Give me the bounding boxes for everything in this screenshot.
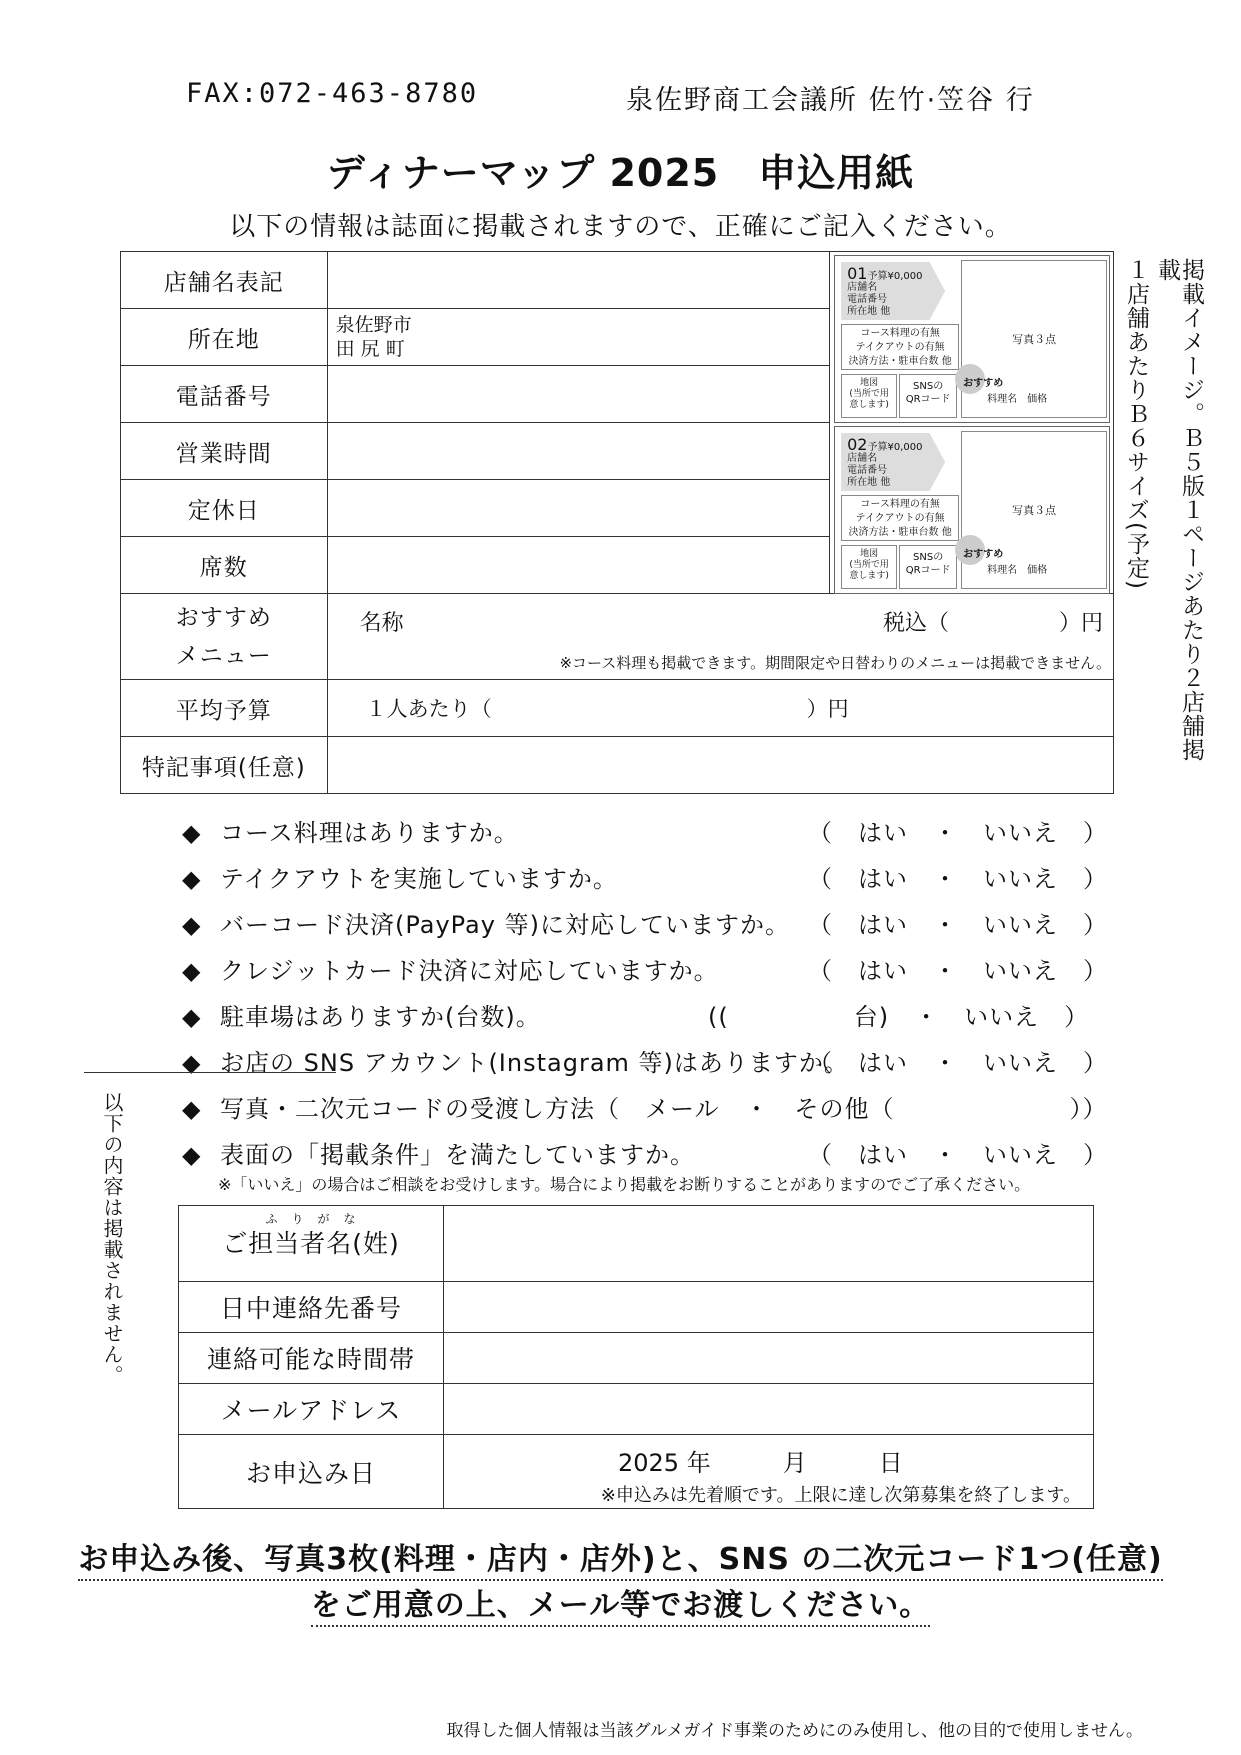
privacy-footer: 取得した個人情報は当該グルメガイド事業のためにのみ使用し、他の目的で使用しません。 (446, 1721, 1143, 1741)
daytime-phone-field[interactable] (444, 1282, 1094, 1333)
store-name-field[interactable] (327, 252, 830, 309)
bottom-instruction-2: をご用意の上、メール等でお渡しください。 (0, 1580, 1241, 1624)
divider (84, 1072, 336, 1073)
preview-map-box: 地図 (当所で用 意します) (841, 374, 897, 418)
preview-card-1 (834, 255, 1110, 423)
address-field[interactable] (327, 309, 830, 366)
preview-qr-box: SNSの QRコード (899, 545, 957, 589)
email-label: メールアドレス (179, 1384, 444, 1435)
apply-note: ※申込みは先着順です。上限に達し次第募集を終了します。 (600, 1485, 1081, 1506)
preview-number: 01予算¥0,000 (847, 264, 923, 283)
contact-name-label: ふ り が な ご担当者名(姓) (179, 1206, 444, 1282)
preview-photo-box: 写真３点 (961, 431, 1107, 589)
preview-osusume: おすすめ (963, 549, 1004, 560)
available-time-field[interactable] (444, 1333, 1094, 1384)
question-sns: ◆ お店の SNS アカウント(Instagram 等)はありますか。 (182, 1049, 849, 1077)
questions-note: ※「いいえ」の場合はご相談をお受けします。場合により掲載をお断りすることがありますのでご了承ください。 (218, 1175, 1031, 1194)
diamond-icon: ◆ (182, 1003, 202, 1031)
menu-note: ※コース料理も掲載できます。期間限定や日替わりのメニューは掲載できません。 (559, 654, 1111, 672)
diamond-icon: ◆ (182, 1049, 202, 1077)
store-name-label: 店舗名表記 (121, 252, 328, 309)
answer-parking[interactable]: (( 台) ・ いいえ ） (708, 1003, 1090, 1031)
menu-name-label: 名称 (359, 611, 404, 636)
preview-dish: 料理名 価格 (987, 394, 1048, 405)
preview-osusume: おすすめ (963, 378, 1004, 389)
preview-options-box: コース料理の有無 テイクアウトの有無 決済方法・駐車台数 他 (841, 495, 959, 541)
question-delivery-method: ◆ 写真・二次元コードの受渡し方法（ メール ・ その他（ ）） (182, 1095, 1108, 1123)
contact-table (178, 1205, 1094, 1509)
diamond-icon: ◆ (182, 819, 202, 847)
holiday-field[interactable] (327, 480, 830, 537)
hours-label: 営業時間 (121, 423, 328, 480)
page-subtitle: 以下の情報は誌面に掲載されますので、正確にご記入ください。 (229, 212, 1012, 242)
remarks-label: 特記事項(任意) (121, 737, 328, 794)
question-barcode-payment: ◆ バーコード決済(PayPay 等)に対応していますか。 (182, 911, 790, 939)
side-note-right-2: １店舗あたりＢ６サイズ(予定) (1123, 258, 1149, 590)
budget-label: 平均予算 (121, 680, 328, 737)
preview-card-2 (834, 426, 1110, 594)
preview-number: 02予算¥0,000 (847, 435, 923, 454)
preview-info: 店舗名 電話番号 所在地 他 (847, 453, 891, 488)
menu-label: おすすめ メニュー (121, 594, 328, 680)
phone-field[interactable] (327, 366, 830, 423)
preview-qr-box: SNSの QRコード (899, 374, 957, 418)
menu-field[interactable] (327, 594, 1113, 680)
contact-name-field[interactable] (444, 1206, 1094, 1282)
answer-barcode-payment[interactable]: （ はい ・ いいえ ） (808, 911, 1108, 939)
preview-cell (830, 252, 1114, 594)
apply-date-value: 2025 年 月 日 (618, 1449, 903, 1477)
answer-credit-card[interactable]: （ はい ・ いいえ ） (808, 957, 1108, 985)
side-note-left: 以下の内容は掲載されません。 (100, 1092, 124, 1386)
preview-map-box: 地図 (当所で用 意します) (841, 545, 897, 589)
answer-conditions[interactable]: （ はい ・ いいえ ） (808, 1141, 1108, 1169)
address-city: 泉佐野市 (335, 314, 412, 336)
side-note-right-1: 掲載イメージ。Ｂ５版１ページあたり２店舗掲載 (1154, 258, 1204, 762)
phone-label: 電話番号 (121, 366, 328, 423)
apply-date-label: お申込み日 (179, 1435, 444, 1509)
preview-dish: 料理名 価格 (987, 565, 1048, 576)
menu-price-label: 税込（ ）円 (882, 611, 1103, 636)
question-takeout: ◆ テイクアウトを実施していますか。 (182, 865, 618, 893)
diamond-icon: ◆ (182, 865, 202, 893)
diamond-icon: ◆ (182, 911, 202, 939)
bottom-instruction-1: お申込み後、写真3枚(料理・店内・店外)と、SNS の二次元コード1つ(任意) (0, 1534, 1241, 1578)
budget-value: １人あたり（ ）円 (365, 697, 849, 721)
question-credit-card: ◆ クレジットカード決済に対応していますか。 (182, 957, 719, 985)
page-title: ディナーマップ 2025 申込用紙 (326, 151, 915, 195)
contact-name-ruby: ふ り が な (265, 1212, 357, 1226)
available-time-label: 連絡可能な時間帯 (179, 1333, 444, 1384)
remarks-field[interactable] (327, 737, 1113, 794)
daytime-phone-label: 日中連絡先番号 (179, 1282, 444, 1333)
answer-course[interactable]: （ はい ・ いいえ ） (808, 819, 1108, 847)
hours-field[interactable] (327, 423, 830, 480)
question-conditions: ◆ 表面の「掲載条件」を満たしていますか。 (182, 1141, 695, 1169)
question-course: ◆ コース料理はありますか。 (182, 819, 519, 847)
preview-photo-box: 写真３点 (961, 260, 1107, 418)
budget-field[interactable] (327, 680, 1113, 737)
email-field[interactable] (444, 1384, 1094, 1435)
apply-date-field[interactable] (444, 1435, 1094, 1509)
diamond-icon: ◆ (182, 1141, 202, 1169)
preview-info: 店舗名 電話番号 所在地 他 (847, 282, 891, 317)
diamond-icon: ◆ (182, 957, 202, 985)
preview-options-box: コース料理の有無 テイクアウトの有無 決済方法・駐車台数 他 (841, 324, 959, 370)
fax-number: FAX:072-463-8780 (186, 78, 479, 109)
seats-label: 席数 (121, 537, 328, 594)
store-info-table (120, 251, 1114, 794)
question-parking: ◆ 駐車場はありますか(台数)。 (182, 1003, 541, 1031)
answer-takeout[interactable]: （ はい ・ いいえ ） (808, 865, 1108, 893)
answer-sns[interactable]: （ はい ・ いいえ ） (808, 1049, 1108, 1077)
address-town: 田 尻 町 (335, 338, 405, 360)
seats-field[interactable] (327, 537, 830, 594)
destination: 泉佐野商工会議所 佐竹·笠谷 行 (626, 85, 1035, 116)
holiday-label: 定休日 (121, 480, 328, 537)
diamond-icon: ◆ (182, 1095, 202, 1123)
address-label: 所在地 (121, 309, 328, 366)
